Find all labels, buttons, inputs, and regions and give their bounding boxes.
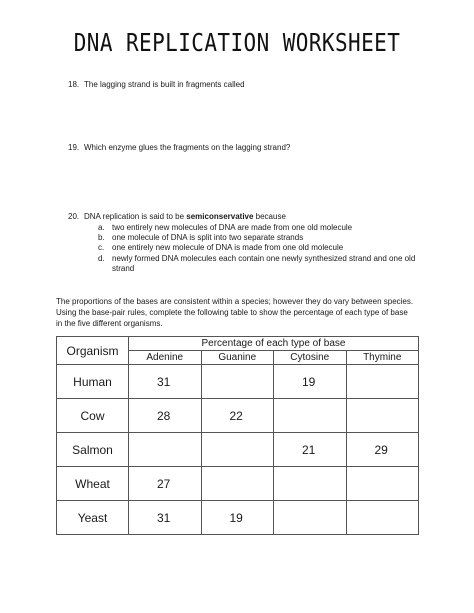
option-text: one entirely new molecule of DNA is made from one old molecule	[112, 243, 344, 252]
option-c	[98, 243, 428, 253]
thymine-cell[interactable]	[346, 365, 419, 399]
adenine-cell[interactable]: 31	[129, 501, 202, 535]
question-number: 20.	[68, 212, 80, 221]
thymine-cell[interactable]	[346, 467, 419, 501]
question-number: 19.	[68, 143, 80, 152]
adenine-cell[interactable]	[129, 433, 202, 467]
table-row	[57, 467, 419, 501]
cytosine-cell[interactable]	[274, 467, 347, 501]
option-d	[98, 254, 428, 274]
organism-cell: Human	[57, 365, 129, 399]
question-19	[68, 143, 290, 153]
thymine-cell[interactable]: 29	[346, 433, 419, 467]
guanine-cell[interactable]: 22	[201, 399, 274, 433]
option-letter: d.	[98, 254, 105, 263]
question-number: 18.	[68, 80, 80, 89]
guanine-cell[interactable]	[201, 467, 274, 501]
cytosine-cell[interactable]: 19	[274, 365, 347, 399]
instructions-paragraph: The proportions of the bases are consistent within a species; however they do vary between species. Using the base-pair rules, complete the following table to show the percentage of each type of base in the five different organisms.	[56, 297, 414, 328]
question-20	[68, 212, 286, 222]
table-row	[57, 501, 419, 535]
option-text: one molecule of DNA is split into two separate strands	[112, 233, 304, 242]
option-letter: c.	[98, 243, 105, 252]
question-text: because	[253, 212, 286, 221]
column-header-guanine: Guanine	[201, 351, 274, 365]
column-header-thymine: Thymine	[346, 351, 419, 365]
cytosine-cell[interactable]: 21	[274, 433, 347, 467]
cytosine-cell[interactable]	[274, 501, 347, 535]
option-text: newly formed DNA molecules each contain one newly synthesized strand and one old strand	[112, 254, 416, 273]
adenine-cell[interactable]: 28	[129, 399, 202, 433]
base-percentage-table	[56, 336, 419, 535]
adenine-cell[interactable]: 31	[129, 365, 202, 399]
organism-header: Organism	[57, 337, 129, 365]
table-row	[57, 433, 419, 467]
organism-cell: Yeast	[57, 501, 129, 535]
column-header-adenine: Adenine	[129, 351, 202, 365]
organism-cell: Cow	[57, 399, 129, 433]
column-header-cytosine: Cytosine	[274, 351, 347, 365]
option-letter: b.	[98, 233, 105, 242]
guanine-cell[interactable]: 19	[201, 501, 274, 535]
organism-cell: Salmon	[57, 433, 129, 467]
question-text: The lagging strand is built in fragments called	[84, 80, 245, 89]
guanine-cell[interactable]	[201, 433, 274, 467]
organism-cell: Wheat	[57, 467, 129, 501]
thymine-cell[interactable]	[346, 501, 419, 535]
table-row	[57, 365, 419, 399]
question-bold-term: semiconservative	[186, 212, 254, 221]
option-b	[98, 233, 428, 243]
question-text: DNA replication is said to be	[84, 212, 187, 221]
adenine-cell[interactable]: 27	[129, 467, 202, 501]
cytosine-cell[interactable]	[274, 399, 347, 433]
thymine-cell[interactable]	[346, 399, 419, 433]
option-a	[98, 223, 428, 233]
guanine-cell[interactable]	[201, 365, 274, 399]
worksheet-title: DNA REPLICATION WORKSHEET	[73, 28, 401, 57]
percentage-group-header: Percentage of each type of base	[129, 337, 419, 351]
question-18	[68, 80, 245, 90]
question-text: Which enzyme glues the fragments on the lagging strand?	[84, 143, 291, 152]
option-text: two entirely new molecules of DNA are made from one old molecule	[112, 223, 353, 232]
table-row	[57, 399, 419, 433]
option-letter: a.	[98, 223, 105, 232]
